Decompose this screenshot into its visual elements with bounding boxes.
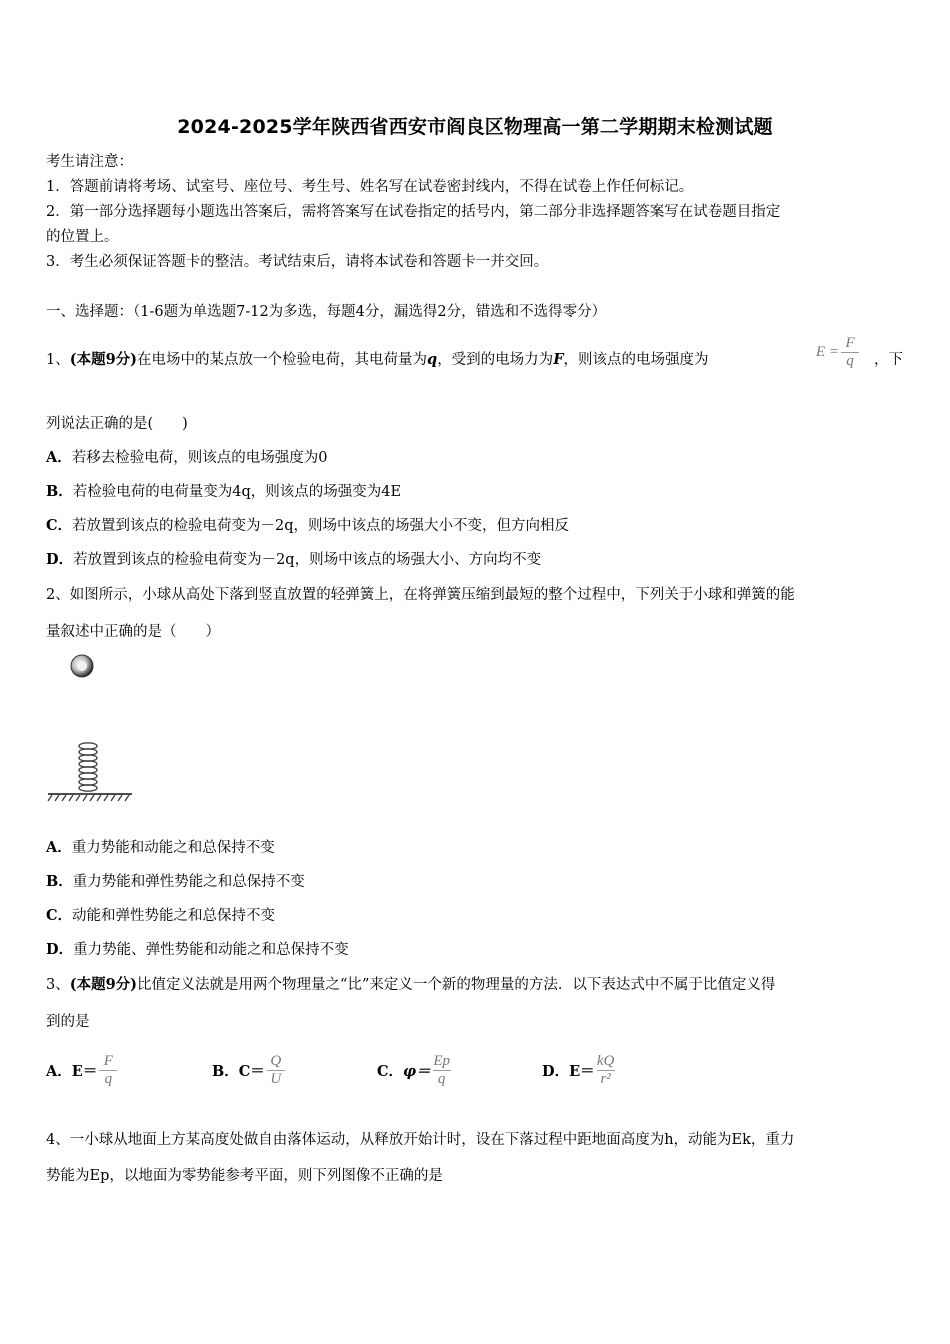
variable-F: F — [553, 351, 564, 368]
option-label: B． — [46, 873, 73, 890]
option-3c[interactable] — [377, 1046, 453, 1094]
formula-lhs: E＝ — [569, 1062, 595, 1080]
notice-item-3: 3．考生必须保证答题卡的整洁。考试结束后，请将本试卷和答题卡一并交回。 — [46, 254, 549, 270]
option-label: C． — [46, 907, 73, 924]
question-3 — [46, 975, 908, 995]
formula-lhs: E＝ — [71, 1062, 98, 1080]
page-title: 2024-2025学年陕西省西安市阎良区物理高一第二学期期末检测试题 — [177, 116, 773, 138]
question-1-line2: 列说法正确的是( ) — [46, 416, 188, 432]
option-label: D． — [46, 551, 74, 568]
question-text: 比值定义法就是用两个物理量之“比”来定义一个新的物理量的方法．以下表达式中不属于比值定义得 — [137, 977, 776, 993]
option-3d[interactable] — [542, 1046, 617, 1094]
option-2b[interactable] — [46, 872, 908, 892]
notice-item-2-cont: 的位置上。 — [46, 229, 119, 245]
numerator: Ep — [433, 1052, 450, 1069]
notice-item-2: 2．第一部分选择题每小题选出答案后，需将答案写在试卷指定的括号内，第二部分非选择题答案写在试卷题目指定 — [46, 204, 781, 220]
option-label: A． — [46, 839, 72, 856]
formula-lhs: φ＝ — [403, 1062, 431, 1080]
fraction — [841, 335, 859, 370]
option-text: 若检验电荷的电荷量变为4q，则该点的场强变为4E — [72, 484, 402, 500]
denominator: q — [846, 352, 854, 369]
option-label: C． — [377, 1062, 404, 1080]
option-3b[interactable] — [212, 1046, 287, 1094]
option-text: 若放置到该点的检验电荷变为－2q，则场中该点的场强大小不变，但方向相反 — [72, 518, 570, 534]
section-heading: 一、选择题：（1-6题为单选题7-12为多选，每题4分，漏选得2分，错选和不选得零分） — [46, 304, 607, 320]
option-3a[interactable] — [46, 1046, 119, 1094]
option-1c[interactable] — [46, 516, 908, 536]
question-1-tail: ，下 — [874, 352, 903, 368]
option-1a[interactable] — [46, 448, 908, 468]
option-label: A． — [46, 1062, 72, 1080]
question-1 — [46, 350, 908, 370]
formula-lhs: E = — [816, 343, 840, 360]
option-label: B． — [46, 483, 73, 500]
option-text: 重力势能和动能之和总保持不变 — [71, 840, 275, 856]
option-text: 重力势能和弹性势能之和总保持不变 — [72, 874, 305, 890]
question-number: 1、 — [46, 352, 70, 368]
notice-item-1: 1．答题前请将考场、试室号、座位号、考生号、姓名写在试卷密封线内，不得在试卷上作任何标记。 — [46, 179, 694, 195]
fraction — [433, 1053, 451, 1088]
question-4: 4、一小球从地面上方某高度处做自由落体运动，从释放开始计时，设在下落过程中距地面高度为h，动能为Ek，重力 — [46, 1132, 795, 1148]
option-text: 动能和弹性势能之和总保持不变 — [72, 908, 276, 924]
option-label: D． — [46, 941, 74, 958]
denominator: r² — [600, 1070, 611, 1087]
option-label: D． — [542, 1062, 570, 1080]
numerator: Q — [270, 1052, 282, 1069]
question-4-line2: 势能为Ep，以地面为零势能参考平面，则下列图像不正确的是 — [46, 1168, 443, 1184]
variable-q: q — [427, 351, 438, 368]
option-text: 重力势能、弹性势能和动能之和总保持不变 — [73, 942, 349, 958]
question-text: ，则该点的电场强度为 — [563, 352, 709, 368]
question-number: 3、 — [46, 977, 70, 993]
notice-heading: 考生请注意： — [46, 154, 133, 170]
question-2: 2、如图所示，小球从高处下落到竖直放置的轻弹簧上，在将弹簧压缩到最短的整个过程中，下列关于小球和弹簧的能 — [46, 587, 795, 603]
question-text: 在电场中的某点放一个检验电荷，其电荷量为 — [137, 352, 428, 368]
option-2c[interactable] — [46, 906, 908, 926]
question-2-line2: 量叙述中正确的是（ ） — [46, 624, 220, 640]
numerator: F — [845, 334, 855, 351]
option-text: 若移去检验电荷，则该点的电场强度为0 — [71, 450, 328, 466]
option-label: A． — [46, 449, 72, 466]
option-label: B． — [212, 1062, 239, 1080]
fraction — [99, 1053, 117, 1088]
option-2a[interactable] — [46, 838, 908, 858]
fraction — [267, 1053, 285, 1088]
option-1d[interactable] — [46, 550, 908, 570]
numerator: kQ — [596, 1052, 615, 1069]
option-text: 若放置到该点的检验电荷变为－2q，则场中该点的场强大小、方向均不变 — [73, 552, 542, 568]
fraction — [597, 1053, 615, 1088]
ground-icon — [48, 794, 132, 801]
score-tag: (本题9分) — [69, 976, 138, 993]
ball-spring-figure — [44, 648, 136, 808]
spring-icon — [79, 743, 97, 791]
option-label: C． — [46, 517, 73, 534]
denominator: q — [104, 1070, 113, 1087]
option-1b[interactable] — [46, 482, 908, 502]
score-tag: (本题9分) — [69, 351, 138, 368]
denominator: U — [270, 1070, 282, 1087]
question-text: ，受到的电场力为 — [437, 352, 554, 368]
field-strength-formula — [816, 328, 861, 376]
option-2d[interactable] — [46, 940, 908, 960]
formula-lhs: C＝ — [238, 1062, 265, 1080]
question-3-line2: 到的是 — [46, 1014, 90, 1030]
denominator: q — [437, 1070, 446, 1087]
numerator: F — [103, 1052, 113, 1069]
